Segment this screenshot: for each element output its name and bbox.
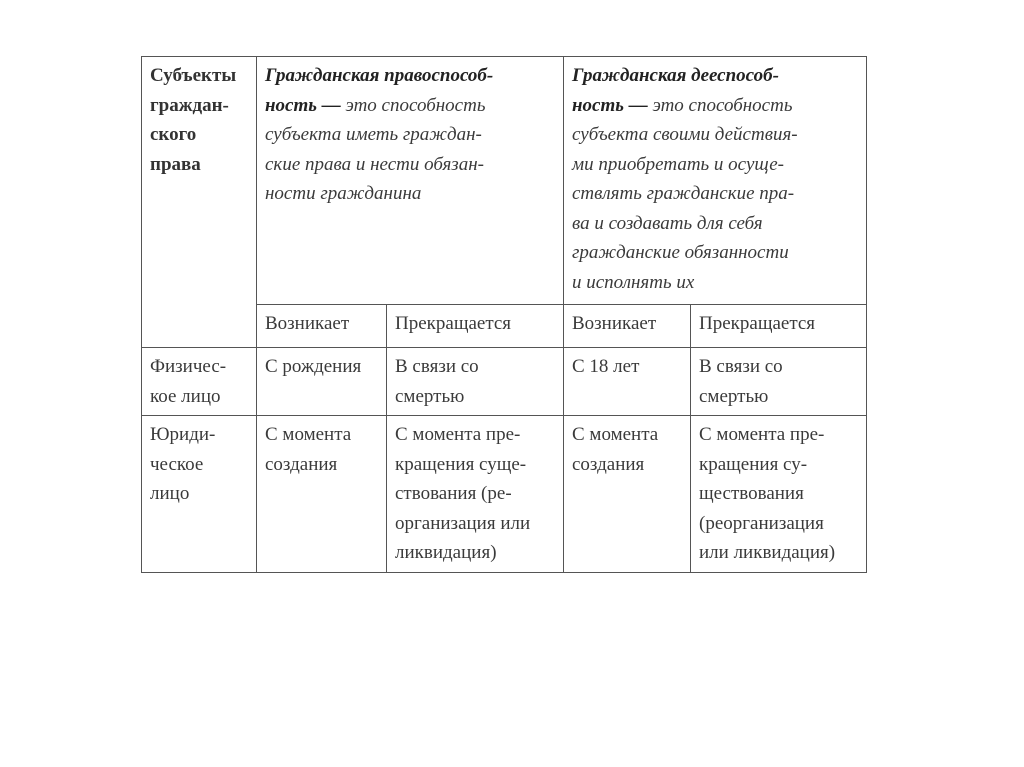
capacity-header [257, 57, 564, 305]
table-cell: С момента пре- кращения су- ществования (реорганизация или ликвидация) [691, 416, 867, 573]
subheader-cell: Прекращается [691, 305, 867, 348]
subheader-cell: Прекращается [387, 305, 564, 348]
capacity-definition: это способность субъекта иметь граждан- ские права и нести обязан- ности гражданина [265, 94, 486, 204]
table-cell: С рождения [257, 348, 387, 416]
table-row [142, 348, 867, 416]
table-cell: С 18 лет [564, 348, 691, 416]
legal-capacity-definition: это способность субъекта своими действия- ми приобретать и осуще- ствлять гражданские пра- ва и создавать для себя гражданские обязанности и исполнять их [572, 94, 798, 293]
legal-capacity-header [564, 57, 867, 305]
header-row [142, 57, 867, 305]
subject-cell: Физичес- кое лицо [142, 348, 257, 416]
subheader-cell: Возникает [257, 305, 387, 348]
subject-cell: Юриди- ческое лицо [142, 416, 257, 573]
table-cell: С момента создания [257, 416, 387, 573]
table-row [142, 416, 867, 573]
table-cell: С момента создания [564, 416, 691, 573]
capacity-term: Гражданская правоспособ- ность — [265, 65, 494, 116]
table-cell: В связи со смертью [691, 348, 867, 416]
table-cell: С момента пре- кращения суще- ствования (ре- организация или ликвидация) [387, 416, 564, 573]
table-cell: В связи со смертью [387, 348, 564, 416]
subheader-cell: Возникает [564, 305, 691, 348]
legal-capacity-table [141, 56, 867, 573]
legal-capacity-term: Гражданская дееспособ- ность — [572, 65, 779, 116]
subjects-header: Субъекты граждан- ского права [142, 57, 257, 348]
